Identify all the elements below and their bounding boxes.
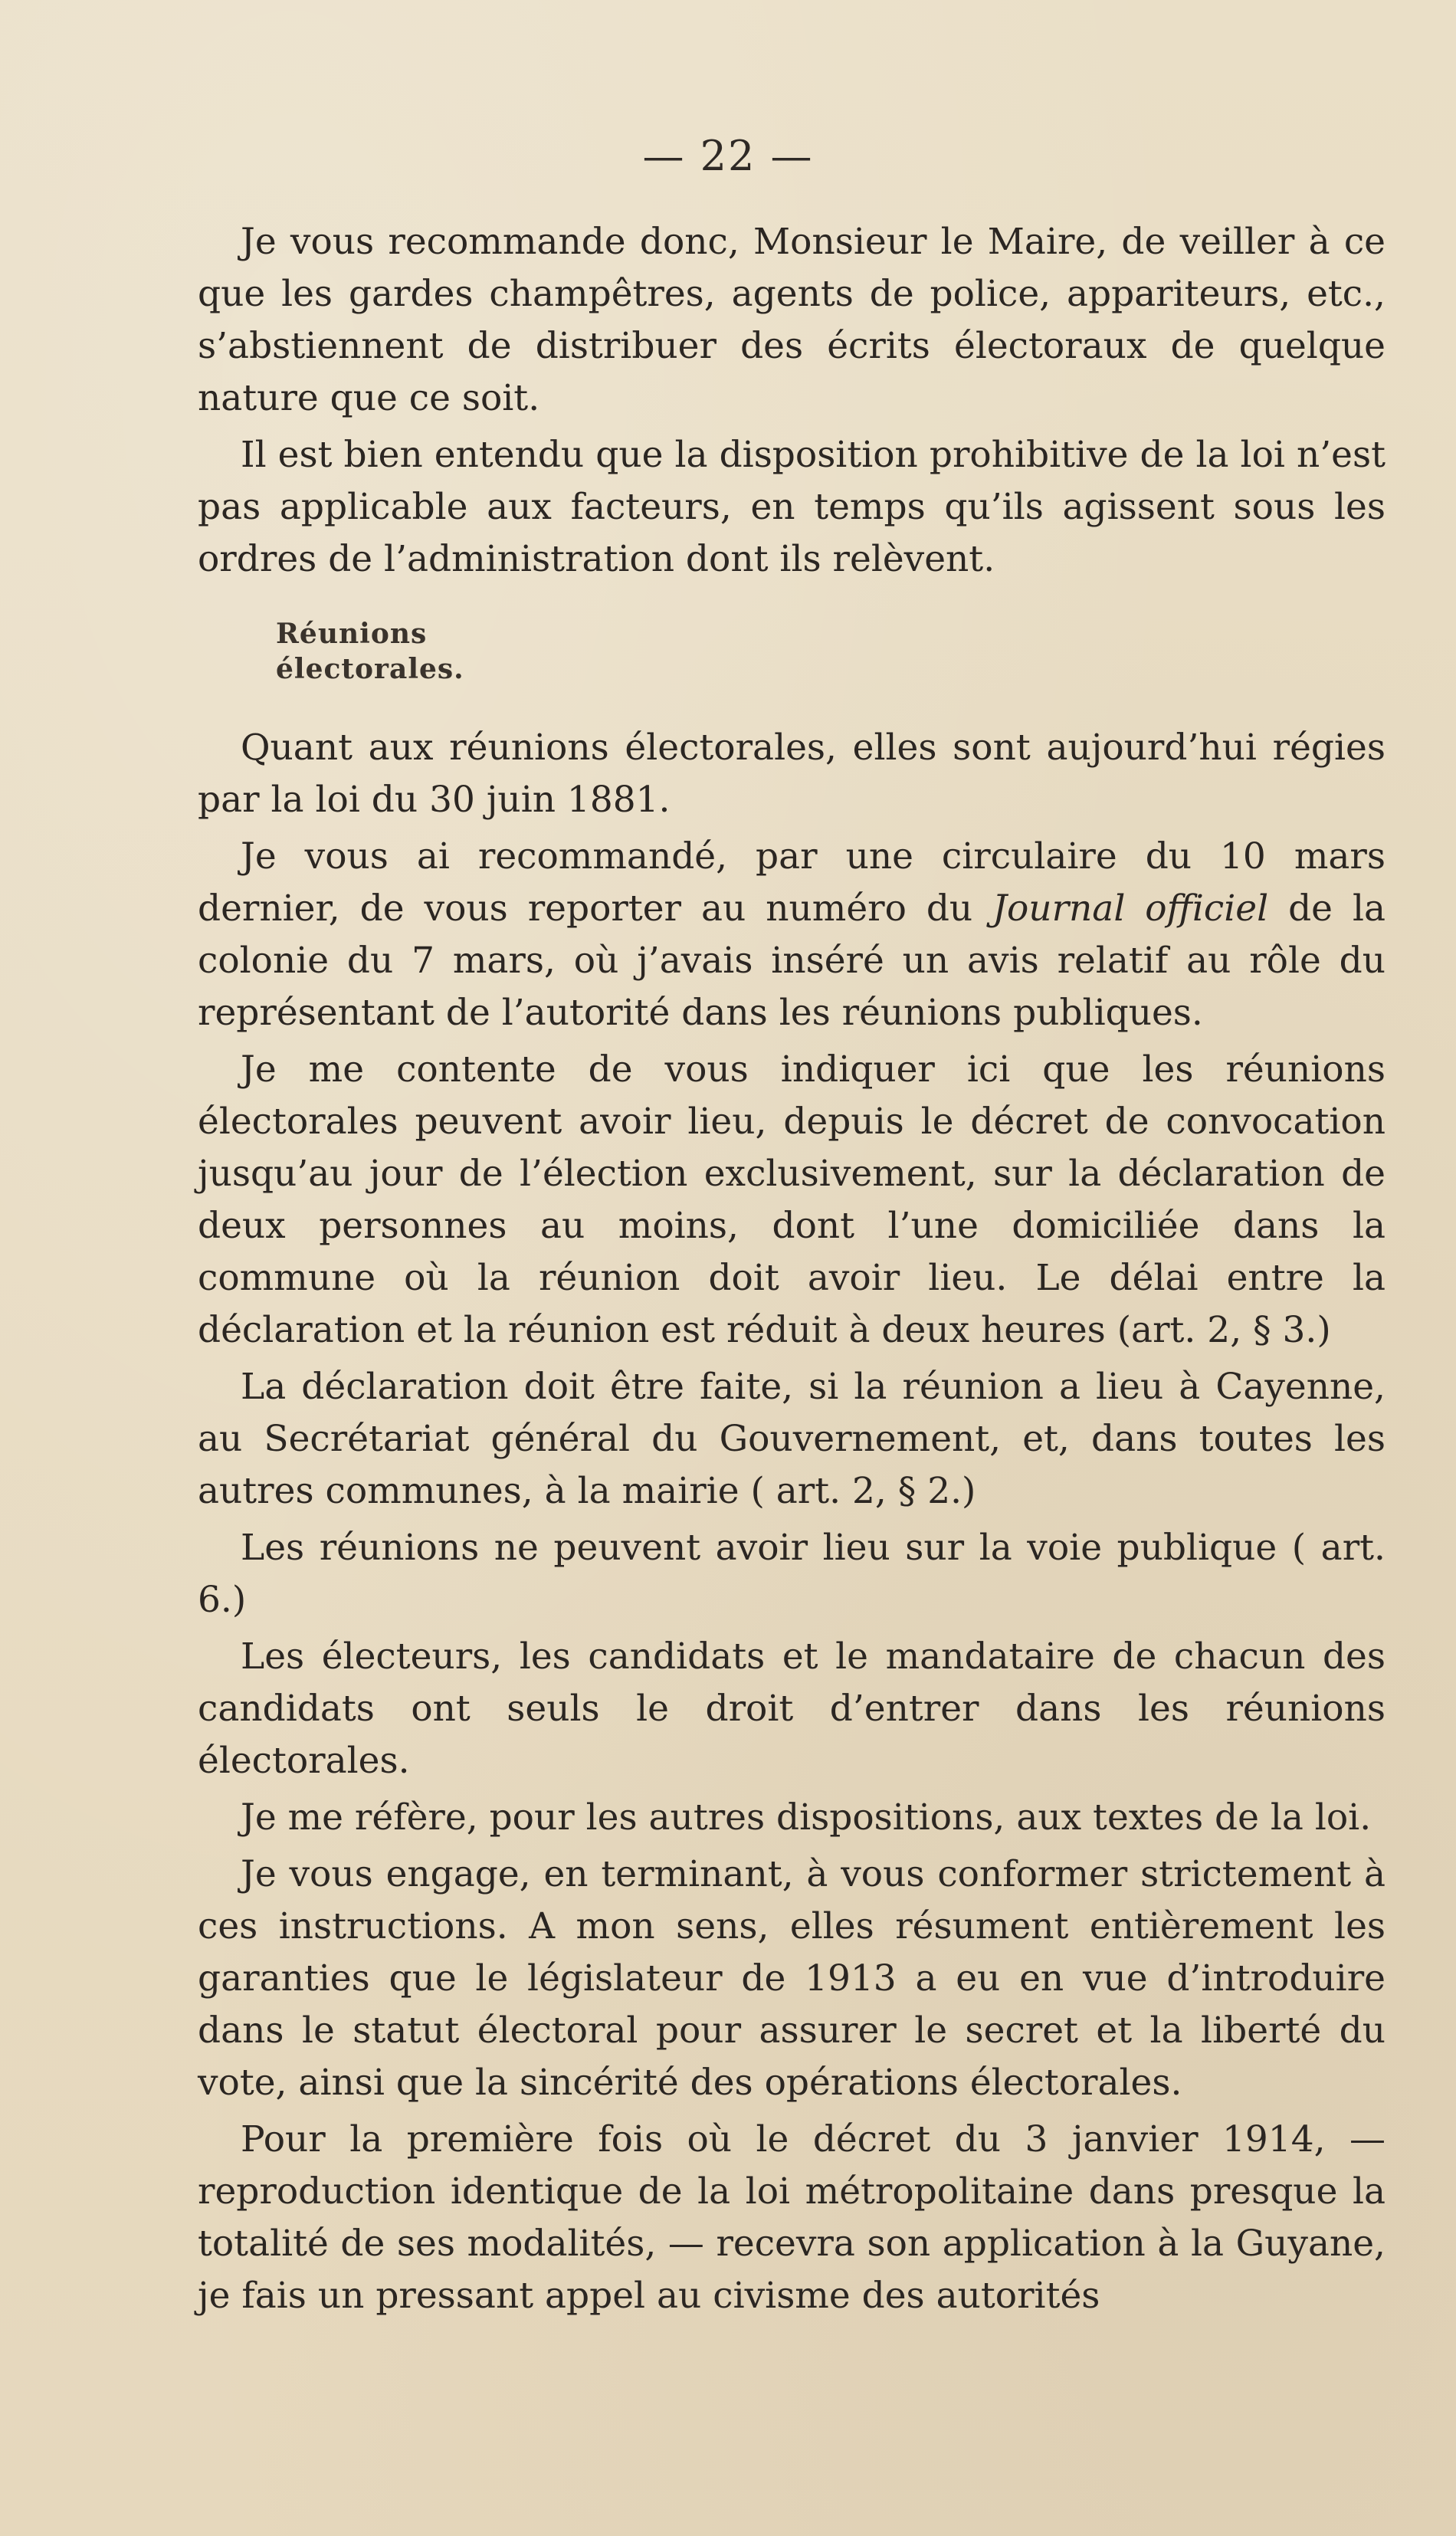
paragraph-6: La déclaration doit être faite, si la réunion a lieu à Cayenne, au Secrétariat général du Gouvernement, et, dans toutes les autres communes, à la mairie ( art. 2, § 2.): [198, 1366, 1385, 1512]
margin-heading: [276, 616, 1385, 687]
page-number: — 22 —: [642, 132, 814, 180]
paragraph-9: Je me réfère, pour les autres dispositions, aux textes de la loi.: [241, 1796, 1372, 1839]
paragraph-5: Je me contente de vous indiquer ici que les réunions électorales peuvent avoir lieu, depuis le décret de convocation jusqu’au jour de l’élection exclusivement, sur la déclaration de deux personnes au moins, dont l’une domiciliée dans la commune où la réunion doit avoir lieu. Le délai entre la déclaration et la réunion est réduit à deux heures (art. 2, § 3.): [198, 1048, 1385, 1351]
paragraph-10: Je vous engage, en terminant, à vous conformer strictement à ces instructions. A mon sens, elles résument entièrement les garanties que le législateur de 1913 a eu en vue d’introduire dans le statut électoral pour assurer le secret et la liberté du vote, ainsi que la sincérité des opérations électorales.: [198, 1853, 1385, 2104]
body-text: [198, 216, 1385, 2327]
paragraph-4-end: de la colonie du 7 mars, où j’avais inséré un avis relatif au rôle du représentant de l’autorité dans les réunions publiques.: [198, 887, 1385, 1034]
margin-heading-line-1: Réunions: [276, 618, 428, 650]
paragraph-8: Les électeurs, les candidats et le mandataire de chacun des candidats ont seuls le droit d’entrer dans les réunions électorales.: [198, 1635, 1385, 1782]
paragraph-4: [198, 831, 1385, 1039]
paragraph-11: Pour la première fois où le décret du 3 janvier 1914, — reproduction identique de la loi métropolitaine dans presque la totalité de ses modalités, — recevra son application à la Guyane, je fais un pressant appel au civisme des autorités: [198, 2118, 1385, 2317]
paragraph-7: Les réunions ne peuvent avoir lieu sur la voie publique ( art. 6.): [198, 1527, 1385, 1621]
paragraph-2: Il est bien entendu que la disposition prohibitive de la loi n’est pas applicable aux facteurs, en temps qu’ils agissent sous les ordres de l’administration dont ils relèvent.: [198, 434, 1385, 580]
margin-heading-line-2: électorales.: [276, 653, 464, 685]
paragraph-4-start: Je vous ai recommandé, par une circulaire du 10 mars dernier, de vous reporter au numéro du: [198, 835, 1385, 930]
paragraph-1: Je vous recommande donc, Monsieur le Maire, de veiller à ce que les gardes champêtres, agents de police, appariteurs, etc., s’abstiennent de distribuer des écrits électoraux de quelque nature que ce soit.: [198, 221, 1385, 419]
paragraph-3: Quant aux réunions électorales, elles sont aujourd’hui régies par la loi du 30 juin 1881.: [198, 727, 1385, 821]
journal-title: Journal officiel: [992, 887, 1269, 930]
